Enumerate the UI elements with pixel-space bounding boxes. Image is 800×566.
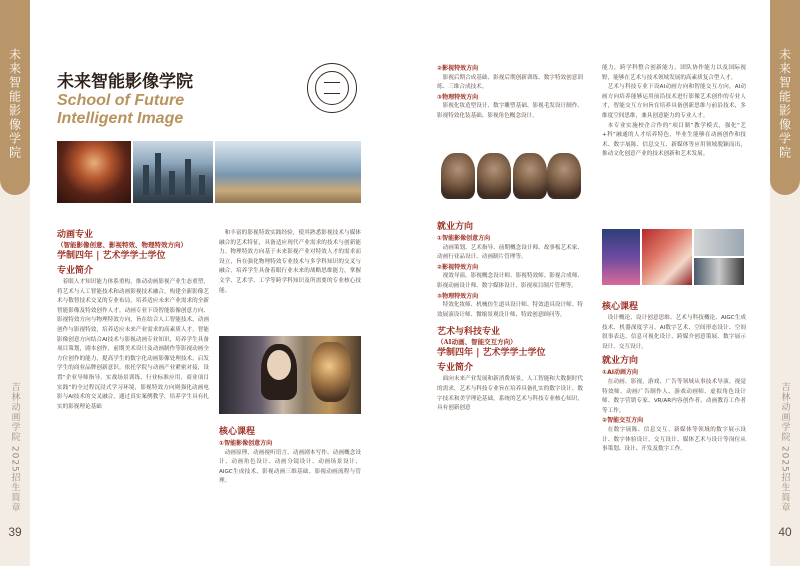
right-column-2-bottom (602, 298, 746, 455)
school-title-en (57, 92, 184, 128)
dragon-artwork-image (57, 141, 131, 203)
right-sidebar-footer-text: 吉林动画学院 2025招生简章 (779, 382, 790, 513)
major-name: 动画专业 (57, 230, 94, 240)
career2-text: 视效导演、影视概念设计师、影视特效师、影视合成师、影视动画设计师、数字媒体设计、影视项目制片管理等。 (437, 273, 583, 289)
major-directions: （智能影像创意、影视特效、物理特效方向） (57, 241, 187, 249)
major2-para2: 艺术与科技专业下设AI动画方向和智能交互方向，AI动画方向培养能够运用前沿技术进行影像艺术创作的专业人才，智能交互方向旨在培养具备创新思维与前沿技术，多维度空间思维，兼具创意能力的专业人才。 (602, 84, 746, 119)
left-sidebar-footer (0, 382, 30, 513)
school-title-cn: 未来智能影像学院 (57, 72, 193, 92)
major2-core-text: 设计概论、设计创意思维、艺术与科技概论、AIGC生成技术、机器深度学习、AI数字艺术、空间形态设计、空间叙事表达、信息可视化设计、跨媒介创意策展、数字展示设计、交互设计。 (602, 315, 746, 350)
sculpture-models-image (437, 149, 583, 202)
major2-para1: 能力，跨学科整合创新能力，团队协作能力以及国际视野，能够在艺术与技术领域发展的高素质复合型人才。 (602, 65, 746, 81)
left-page-number: 39 (8, 525, 22, 539)
core-item2-text: 影视后期合成基础、影视后期创新训练、数字特效创意训练、三维合成技术。 (437, 74, 583, 91)
major2-career1-text: 在动画、影视、游戏、广告等领域从事技术导演、视觉特效师、动画广告制作人、游戏动画师、虚拟角色设计师、数字营销专家、VR/AR内容创作者、动画教育工作者等工作。 (602, 378, 746, 414)
left-sidebar (0, 0, 30, 566)
career3-text: 特效化妆师、机械仿生道具设计师、特效道具设计师、特效展演设计师、微缩景观设计师、特效创意顾问等。 (437, 302, 583, 318)
school-seal-logo (307, 63, 357, 113)
intro-text-col1: 着眼人才知识能力体系重构，推动动画影视产业生态重塑，将艺术与人工智能技术和动画影视技术融合，构建全新影像艺术与数智技术交叉的专业布局，培养适应未来产业需求的全新智能影像及特效创作人才。动画专业下设智能影像创意方向、影视特效方向与物理特效方向，旨在结合人工智能技术，动画创作与影视特效，培养适应未来产业需求的高素质人才，智能影像创意方向结合AI技术与影视动画专业知识，培养学生具备项目策划，剧本创作，前期美术设计及动画制作等影视动画全方位创作的能力，提高学生的数字化动画影像处理技术，启发学生的商业品牌创新意识。依托学院与动画产业紧密对接，设置“企业导师指导、实战场景训练、行业标准应用、商业项目实践”的全过程沉浸式学习环境，影视特效方向则强化动画电影与AI技术的交叉融合，通过真实案例教学，培养学生具有扎实的影视理论基础 (57, 279, 209, 410)
core-item1-title: ①智能影像创意方向 (219, 440, 273, 447)
school-title-en-line1: School of Future (57, 92, 185, 109)
major2-name: 艺术与科技专业 (437, 327, 501, 338)
right-sidebar-tab (770, 0, 800, 195)
career-heading: 就业方向 (437, 222, 474, 232)
core-item3-text: 影视化妆造型设计、数字雕塑基础、影视毛发设计制作、影视特效化装基础、影视角色概念设计。 (437, 103, 583, 119)
major2-career2-title: ②智能交互方向 (602, 417, 644, 425)
major2-degree: 学制四年 | 艺术学学士学位 (437, 348, 546, 359)
left-sidebar-title: 未来智能影像学院 (7, 48, 22, 160)
major2-core-heading: 核心课程 (602, 302, 639, 312)
right-sidebar (770, 0, 800, 566)
career1-title: ①智能影像创意方向 (437, 235, 491, 242)
career2-title: ②影视特效方向 (437, 263, 479, 271)
right-column-1-top (437, 64, 583, 122)
major2-career-heading: 就业方向 (602, 356, 639, 367)
right-column-2-top (602, 64, 746, 160)
core-item1-text: 动画原理、动画视听语言、动画剧本写作、动画概念设计、动画角色设计、动画分镜设计、动画场景设计、AIGC生成技术、影视动画三维基础、影视动画流程与管理。 (219, 449, 361, 485)
major2-para3: 本专业实施校企合作的“项目制”教学模式，强化“艺+科”融通的人才培养特色，毕业生能够在动画创作和技术、数字展陈、信息交互、新媒体等应用领域脱颖而出，推动文化创意产业的技术创新和艺术发展。 (602, 122, 746, 158)
landscape-render-image (215, 141, 361, 203)
major2-directions: （AI动画、智能交互方向） (437, 338, 517, 347)
core-item3-title: ③物理特效方向 (437, 93, 479, 101)
right-column-1-bottom (437, 218, 583, 414)
major2-career1-title: ①AI动画方向 (602, 369, 638, 377)
core-item2-title: ②影视特效方向 (437, 65, 479, 72)
core-courses-heading: 核心课程 (219, 427, 256, 437)
career1-text: 动画策划、艺术指导、前期概念设计师、故事板艺术家、动画行业品设计、动画制片管理等。 (437, 244, 583, 261)
right-sidebar-footer (770, 382, 800, 513)
right-page-number: 40 (778, 525, 792, 539)
left-sidebar-tab (0, 0, 30, 195)
intro-text-col2: 和丰富的影视特效实践经验，使其熟悉影视技术与媒体融合的艺术特征，具备适应现代产业需求的技术与创新能力。物理特效方向基于未来影视产业对特效人才的需求而设立，旨在强化物理特效专业技术与多学科知识的交叉与融合，培养学生具备着眼行业未来的战略思维能力，掌握文学、艺术学、工学等跨学科知识及所需要的专业核心技能。 (219, 230, 361, 294)
school-title-en-line2: Intelligent Image (57, 110, 184, 127)
major2-intro-text: 面向未来产业发展和新消费场景，人工智能和大数据时代的需求，艺术与科技专业旨在培养具备扎实的数字设计、数字技术和美学理论基础，系统的艺术与科技专业核心知识，具有创新创意 (437, 376, 583, 412)
major2-intro-heading: 专业简介 (437, 363, 474, 374)
left-sidebar-footer-text: 吉林动画学院 2025招生简章 (9, 382, 20, 513)
girl-and-robot-image (219, 336, 361, 414)
left-column-1 (57, 229, 209, 412)
exhibition-collage-image (602, 229, 744, 285)
futuristic-city-image (133, 141, 213, 203)
major2-career2-text: 在数字展陈、信息交互、新媒体等领域的数字展示设计、数字体验设计、交互设计、媒体艺术与设计等岗位从事策划、设计、开发及数字工作。 (602, 426, 746, 453)
intro-heading: 专业简介 (57, 266, 94, 276)
right-sidebar-title: 未来智能影像学院 (777, 48, 792, 160)
left-core-courses (219, 423, 361, 487)
career3-title: ③物理特效方向 (437, 292, 479, 300)
major-degree: 学制四年 | 艺术学学士学位 (57, 251, 166, 261)
left-column-2 (219, 229, 361, 296)
